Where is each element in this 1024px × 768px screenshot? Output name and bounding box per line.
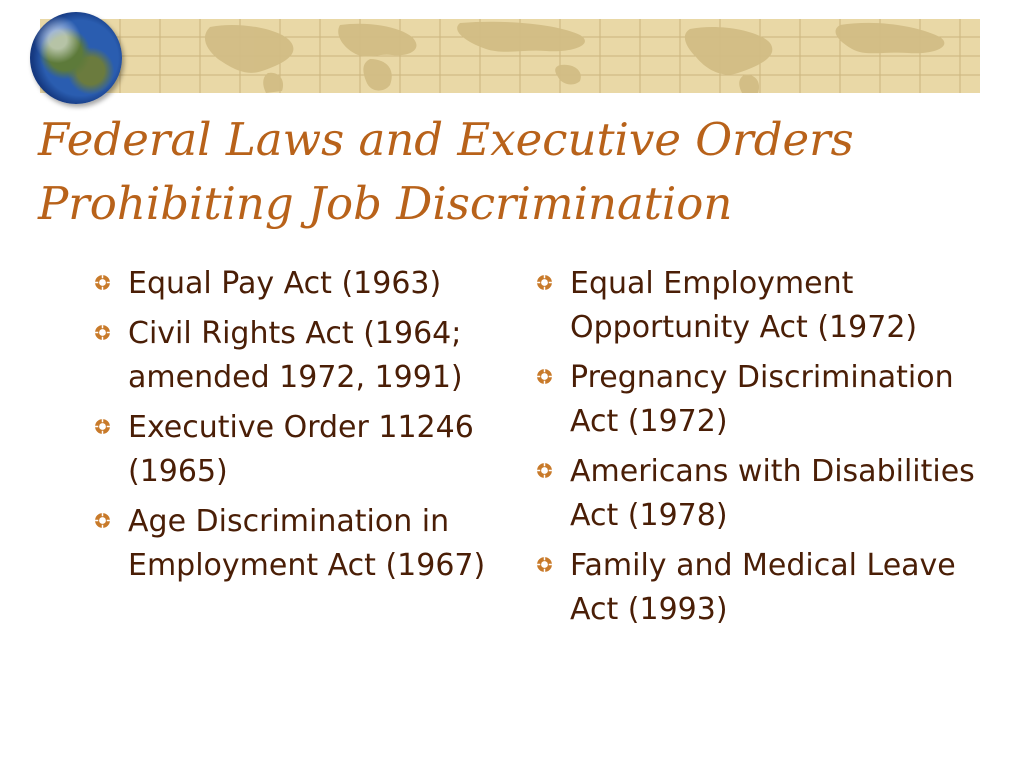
gear-bullet-icon: [536, 556, 553, 573]
world-map-icon: [40, 19, 980, 93]
list-item-label: Equal Employment Opportunity Act (1972): [570, 266, 918, 345]
list-item: [94, 406, 514, 494]
list-item: [94, 262, 514, 306]
list-item-label: Civil Rights Act (1964; amended 1972, 1991): [128, 316, 463, 395]
list-item-label: Equal Pay Act (1963): [128, 266, 442, 301]
list-item: [94, 312, 514, 400]
world-map-banner: [40, 19, 980, 93]
list-item-label: Family and Medical Leave Act (1993): [570, 548, 956, 627]
slide-title-line-1: Federal Laws and Executive Orders: [38, 113, 854, 166]
list-item: [536, 356, 996, 444]
gear-bullet-icon: [536, 368, 553, 385]
list-item-label: Age Discrimination in Employment Act (1967): [128, 504, 486, 583]
list-item-label: Americans with Disabilities Act (1978): [570, 454, 975, 533]
gear-bullet-icon: [94, 418, 111, 435]
globe-icon: [30, 12, 122, 104]
gear-bullet-icon: [536, 462, 553, 479]
left-bullet-list: [94, 262, 514, 594]
list-item: [536, 544, 996, 632]
gear-bullet-icon: [94, 512, 111, 529]
gear-bullet-icon: [94, 324, 111, 341]
gear-bullet-icon: [536, 274, 553, 291]
list-item-label: Executive Order 11246 (1965): [128, 410, 474, 489]
list-item-label: Pregnancy Discrimination Act (1972): [570, 360, 954, 439]
slide-title-line-2: Prohibiting Job Discrimination: [38, 177, 733, 230]
gear-bullet-icon: [94, 274, 111, 291]
list-item: [536, 450, 996, 538]
right-bullet-list: [536, 262, 996, 638]
list-item: [536, 262, 996, 350]
slide-title: [38, 108, 988, 236]
list-item: [94, 500, 514, 588]
